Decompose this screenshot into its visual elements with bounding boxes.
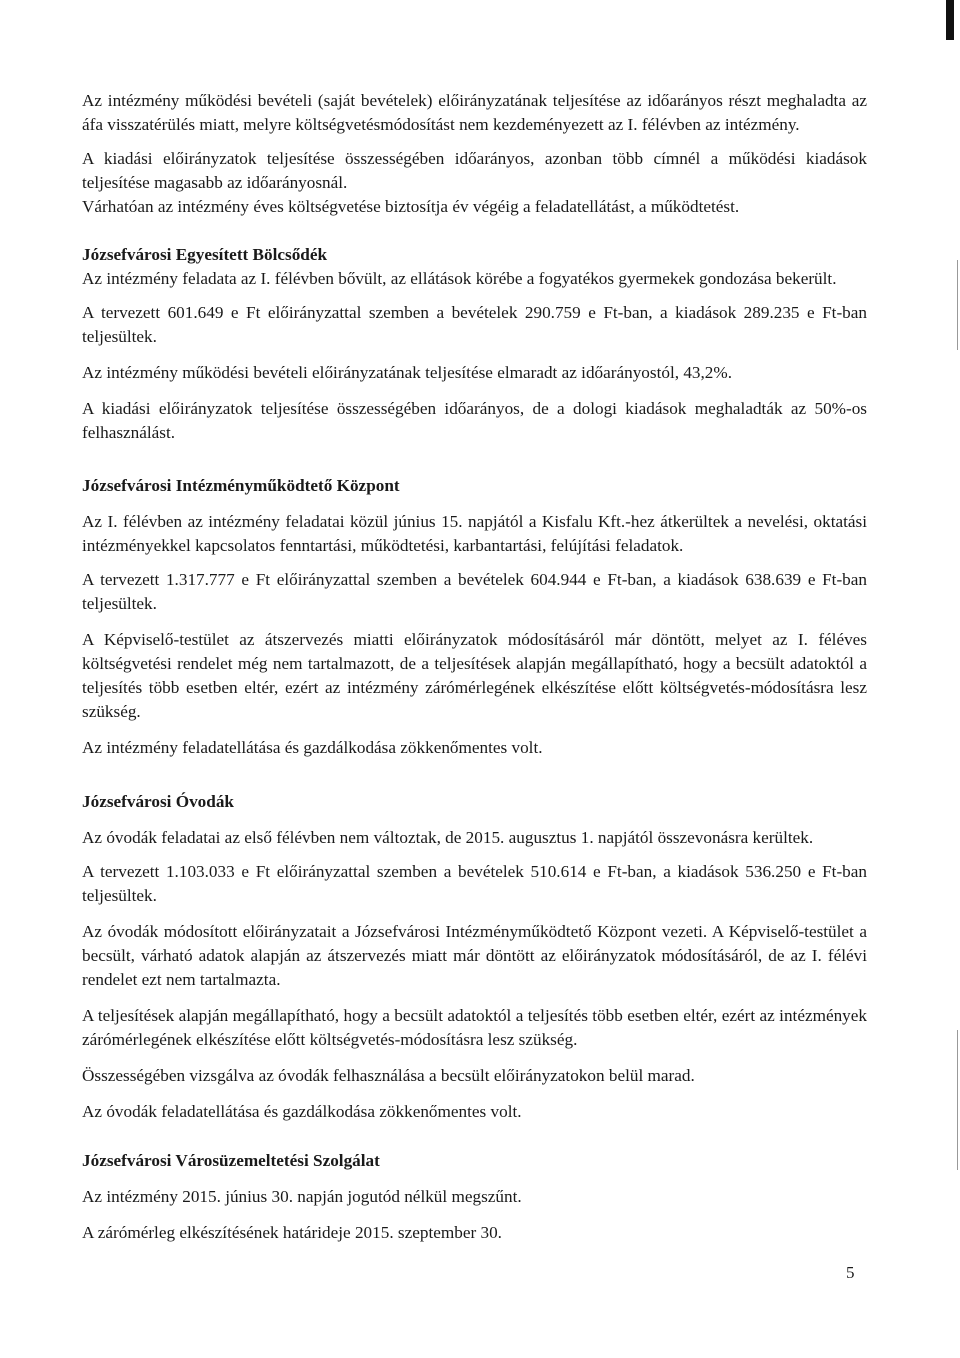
bolcsodek-paragraph-2: A tervezett 601.649 e Ft előirányzattal szemben a bevételek 290.759 e Ft-ban, a kiadások 289.235 e Ft-ban teljesültek. bbox=[82, 303, 867, 346]
bolcsodek-paragraph-4: A kiadási előirányzatok teljesítése összességében időarányos, de a dologi kiadások meghaladták az 50%-os felhasználást. bbox=[82, 399, 867, 442]
ovodak-paragraph-4: A teljesítések alapján megállapítható, hogy a becsült adatoktól a teljesítés több esetben eltér, ezért az intézmények zárómérlegének elkészítése előtt költségvetés-módosításra lesz szükség. bbox=[82, 1006, 867, 1049]
scan-edge-line bbox=[957, 260, 958, 350]
section-title-szolgalat: Józsefvárosi Városüzemeltetési Szolgálat bbox=[82, 1151, 380, 1170]
kozpont-paragraph-2: A tervezett 1.317.777 e Ft előirányzattal szemben a bevételek 604.944 e Ft-ban, a kiadások 638.639 e Ft-ban teljesültek. bbox=[82, 570, 867, 613]
section-title-kozpont: Józsefvárosi Intézményműködtető Központ bbox=[82, 476, 400, 495]
intro-paragraph-1: Az intézmény működési bevételi (saját bevételek) előirányzatának teljesítése az időarányos részt meghaladta az áfa visszatérülés miatt, melyre költségvetésmódosítást nem kezdeményezett az I. félévben az intézmény. bbox=[82, 91, 867, 134]
kozpont-paragraph-1: Az I. félévben az intézmény feladatai közül június 15. napjától a Kisfalu Kft.-hez átkerültek a nevelési, oktatási intézményekkel kapcsolatos fenntartási, működtetési, karbantartási, felújítási feladatok. bbox=[82, 512, 867, 555]
intro-paragraph-3: Várhatóan az intézmény éves költségvetése biztosítja év végéig a feladatellátást, a működtetést. bbox=[82, 197, 740, 216]
scan-edge-mark bbox=[946, 0, 954, 40]
ovodak-paragraph-1: Az óvodák feladatai az első félévben nem változtak, de 2015. augusztus 1. napjától összevonásra kerültek. bbox=[82, 828, 814, 847]
section-title-ovodak: Józsefvárosi Óvodák bbox=[82, 792, 234, 811]
page-number: 5 bbox=[846, 1263, 855, 1282]
ovodak-paragraph-2: A tervezett 1.103.033 e Ft előirányzattal szemben a bevételek 510.614 e Ft-ban, a kiadások 536.250 e Ft-ban teljesültek. bbox=[82, 862, 867, 905]
section-title-bolcsodek: Józsefvárosi Egyesített Bölcsődék bbox=[82, 245, 328, 264]
ovodak-paragraph-6: Az óvodák feladatellátása és gazdálkodása zökkenőmentes volt. bbox=[82, 1102, 522, 1121]
szolgalat-paragraph-1: Az intézmény 2015. június 30. napján jogutód nélkül megszűnt. bbox=[82, 1187, 522, 1206]
intro-paragraph-2: A kiadási előirányzatok teljesítése összességében időarányos, azonban több címnél a működési kiadások teljesítése magasabb az időarányosnál. bbox=[82, 149, 867, 192]
ovodak-paragraph-3: Az óvodák módosított előirányzatait a Józsefvárosi Intézményműködtető Központ vezeti. A Képviselő-testület a becsült, várható adatok alapján az átszervezés miatt már döntött az előirányzatok módosításáról, de az I. félévi rendelet ezt nem tartalmazta. bbox=[82, 922, 867, 989]
kozpont-paragraph-4: Az intézmény feladatellátása és gazdálkodása zökkenőmentes volt. bbox=[82, 738, 543, 757]
ovodak-paragraph-5: Összességében vizsgálva az óvodák felhasználása a becsült előirányzatokon belül marad. bbox=[82, 1066, 695, 1085]
scan-edge-line bbox=[957, 1030, 958, 1170]
kozpont-paragraph-3: A Képviselő-testület az átszervezés miatti előirányzatok módosításáról már döntött, melyet az I. féléves költségvetési rendelet még nem tartalmazott, de a teljesítések alapján megállapítható, hogy a becsült adatoktól a teljesítés több esetben eltér, ezért az intézmény zárómérlegének elkészítése előtt költségvetés-módosításra lesz szükség. bbox=[82, 630, 867, 721]
szolgalat-paragraph-2: A zárómérleg elkészítésének határideje 2015. szeptember 30. bbox=[82, 1223, 502, 1242]
document-body bbox=[82, 89, 867, 1245]
bolcsodek-paragraph-3: Az intézmény működési bevételi előirányzatának teljesítése elmaradt az időarányostól, 43,2%. bbox=[82, 363, 733, 382]
bolcsodek-paragraph-1: Az intézmény feladata az I. félévben bővült, az ellátások körébe a fogyatékos gyermekek gondozása bekerült. bbox=[82, 269, 837, 288]
